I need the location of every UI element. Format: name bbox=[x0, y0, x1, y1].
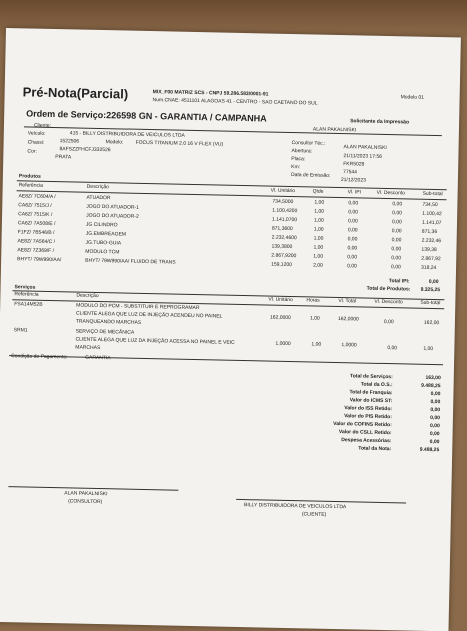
total-products-label: Total de Produtos: bbox=[366, 285, 411, 293]
cell-discount: 0,00 bbox=[392, 201, 403, 208]
total-value: 0,00 bbox=[430, 398, 441, 406]
col-unit: Vl. Unitário bbox=[270, 187, 296, 195]
cell-discount: 0,00 bbox=[391, 246, 402, 253]
emission-label: Data de Emissão: bbox=[290, 172, 331, 179]
cell-desc: JG.EMBREAGEM bbox=[85, 230, 127, 238]
total-value: 0,00 bbox=[429, 422, 440, 430]
consultant-label: Consultor Téc.: bbox=[291, 140, 326, 147]
cell-subtotal: 139,38 bbox=[421, 246, 437, 254]
col-discount: Vl. Desconto bbox=[374, 298, 403, 306]
cell-desc: MODULO TCM bbox=[85, 248, 120, 256]
cell-subtotal: 734,50 bbox=[422, 201, 438, 209]
cell-qty: 1,00 bbox=[313, 253, 324, 260]
opening-value: 21/11/2023 17:56 bbox=[343, 153, 383, 160]
services-section-title: Serviços bbox=[14, 284, 36, 291]
client-label: Cliente: bbox=[33, 122, 51, 129]
cell-qty: 1,00 bbox=[314, 199, 325, 206]
client-value: 415 - BILLY DISTRIBUIDORA DE VEICULOS LTDA bbox=[69, 130, 185, 139]
total-label: Despesa Acessórias: bbox=[341, 437, 392, 445]
cell-unit: 1.141,0700 bbox=[271, 216, 298, 224]
cell-unit: 2.232,4600 bbox=[271, 234, 297, 242]
total-label: Valor do CSLL Retido: bbox=[338, 429, 392, 437]
service-1-desc-2: CLIENTE ALEGA QUE LUZ DE INJEÇÃO ACENDEU NO PAINEL bbox=[75, 310, 223, 320]
cell-discount: 0,00 bbox=[392, 210, 403, 217]
col-ref: Referência bbox=[18, 182, 43, 189]
cell-unit: 734,5000 bbox=[272, 198, 294, 206]
cell-ref: AE8Z/ 7A564/C / bbox=[17, 238, 56, 246]
service-2-total: 1,0000 bbox=[341, 342, 357, 349]
products-section-title: Produtos bbox=[18, 173, 41, 180]
total-label: Valor do ISS Retido: bbox=[344, 405, 393, 413]
pre-nota-document bbox=[0, 28, 461, 631]
total-value: 0,00 bbox=[429, 430, 440, 438]
cell-ref: CA6Z/ 7515/J / bbox=[18, 202, 52, 209]
service-1-desc-3: TRANQUEANDO MARCHAS bbox=[75, 318, 142, 326]
cell-qty: 1,00 bbox=[313, 226, 324, 233]
service-2-hours: 1,00 bbox=[311, 341, 322, 348]
document-title: Pré-Nota(Parcial) bbox=[22, 84, 129, 102]
divider bbox=[9, 355, 443, 365]
cell-unit: 2.867,9200 bbox=[271, 252, 297, 260]
cell-ref: AE8Z/ 7C604/A / bbox=[18, 193, 56, 201]
chassis-value: 8AFSZZFHCFJ332526 bbox=[59, 146, 111, 154]
cell-ref: BHYT/ 79W990/AA/ bbox=[17, 256, 62, 264]
payment-condition-label: Condição de Pagamento: bbox=[11, 353, 68, 361]
cell-ipi: 0,00 bbox=[347, 245, 358, 252]
cell-desc: JOGO DO ATUADOR-2 bbox=[86, 212, 139, 220]
col-qty: Qtde bbox=[312, 188, 324, 195]
total-ipi-value: 0,00 bbox=[428, 278, 439, 286]
service-1-unit: 162,0000 bbox=[269, 314, 291, 322]
color-value: PRATA bbox=[55, 154, 72, 161]
cell-desc: ATUADOR bbox=[86, 194, 111, 202]
total-value: 163,00 bbox=[425, 374, 441, 382]
plate-value: FKR5028 bbox=[343, 161, 365, 168]
cell-qty: 2,00 bbox=[313, 262, 323, 269]
cell-desc: JG.TUBO-GUIA bbox=[85, 239, 122, 247]
col-subtotal: Sub-total bbox=[422, 190, 443, 198]
cell-ref: F1FZ/ 7B546/B / bbox=[17, 229, 55, 237]
cell-discount: 0,00 bbox=[391, 255, 402, 262]
cell-unit: 159,1200 bbox=[271, 261, 293, 269]
total-value: 0,00 bbox=[430, 406, 441, 414]
vehicle-label: Veículo: bbox=[27, 130, 46, 137]
cell-ipi: 0,00 bbox=[347, 218, 358, 225]
cell-qty: 1,00 bbox=[314, 208, 325, 215]
cell-ipi: 0,00 bbox=[348, 200, 359, 207]
cell-ipi: 0,00 bbox=[347, 254, 358, 261]
cell-unit: 871,3600 bbox=[271, 225, 293, 233]
col-desc: Descrição bbox=[76, 292, 99, 299]
cell-desc: JOGO DO ATUADOR-1 bbox=[86, 203, 140, 211]
cell-ipi: 0,00 bbox=[348, 209, 359, 216]
model-value: FOCUS TITANIUM 2.0 16 V FLEX (VU) bbox=[135, 139, 224, 148]
service-1-ref: FSA14M52B bbox=[14, 301, 43, 308]
cell-desc: BHYT/ 79W990/AA/ FLUIDO DE TRANS bbox=[85, 257, 176, 266]
service-2-desc-1: SERVIÇO DE MECÂNICA bbox=[75, 328, 135, 336]
cell-subtotal: 2.232,46 bbox=[421, 237, 442, 245]
service-2-desc-2: CLIENTE ALEGA QUE LUZ DA INJEÇÃO ACESSA NO PAINEL E VEIC bbox=[75, 336, 235, 346]
cell-discount: 0,00 bbox=[391, 228, 402, 235]
cell-ref: AE8Z/ 7Z369/F / bbox=[17, 247, 55, 255]
total-label: Total de Serviços: bbox=[350, 373, 393, 381]
total-label: Valor do COFINS Retido: bbox=[333, 420, 392, 429]
payment-condition-value: GARANTIA bbox=[85, 354, 111, 362]
cell-desc: JG CILINDRO bbox=[85, 221, 118, 229]
total-label: Total da Nota: bbox=[358, 445, 392, 453]
cell-ipi: 0,00 bbox=[347, 263, 357, 270]
col-discount: Vl. Desconto bbox=[376, 189, 406, 197]
emission-value: 21/12/2023 bbox=[340, 177, 366, 184]
request-label: Solicitante da Impressão bbox=[350, 118, 410, 126]
client-signature-name: BILLY DISTRIBUIDORA DE VEICULOS LTDA bbox=[243, 502, 347, 511]
cell-subtotal: 1.100,42 bbox=[422, 210, 442, 218]
col-desc: Descrição bbox=[86, 183, 109, 191]
col-total: Vl. Total bbox=[338, 298, 357, 305]
company-line-1: MIX_F00 MATRIZ SCS - CNPJ 59.286.583/0001-91 bbox=[152, 89, 269, 98]
cell-ipi: 0,00 bbox=[347, 236, 358, 243]
cell-qty: 1,00 bbox=[313, 244, 324, 251]
service-1-hours: 1,00 bbox=[309, 315, 320, 322]
cell-discount: 0,00 bbox=[391, 237, 402, 244]
consultant-signature-name: ALAN PAKALNISKI bbox=[64, 490, 108, 498]
company-line-2: Num.CNAE: 4511101 ALAGOAS 41 - CENTRO - SAO CAETANO DO SUL bbox=[152, 97, 318, 107]
requester-name: ALAN PAKALNISKI bbox=[312, 126, 357, 134]
total-value: 0,00 bbox=[429, 438, 440, 446]
cell-subtotal: 871,36 bbox=[421, 228, 438, 236]
total-ipi-label: Total IPI: bbox=[388, 278, 410, 285]
km-value: 77544 bbox=[342, 169, 358, 176]
color-label: Cor: bbox=[27, 148, 37, 155]
total-products-value: 9.325,25 bbox=[420, 286, 441, 294]
service-2-subtotal: 1,00 bbox=[423, 345, 434, 353]
service-2-unit: 1,0000 bbox=[275, 340, 291, 348]
plate-label: Placa: bbox=[291, 156, 306, 163]
total-label: Valor do ICMS ST: bbox=[349, 397, 393, 405]
cell-discount: 0,00 bbox=[391, 264, 401, 271]
corner-mark: Modelo 01 bbox=[400, 94, 425, 101]
total-value: 0,00 bbox=[430, 390, 441, 398]
service-1-desc-1: MODULO DO PCM - SUBSTITUIR E REPROGRAMAR bbox=[76, 302, 200, 312]
consultant-signature-role: (CONSULTOR) bbox=[68, 498, 103, 506]
chassis-label: Chassi: bbox=[27, 139, 45, 146]
total-label: Total de Franquia: bbox=[349, 389, 393, 397]
service-1-subtotal: 162,00 bbox=[423, 319, 440, 327]
cell-discount: 0,00 bbox=[391, 219, 402, 226]
service-2-ref: SRM1 bbox=[13, 327, 28, 334]
cell-qty: 1,00 bbox=[313, 217, 324, 224]
total-label: Total da O.S.: bbox=[360, 381, 393, 389]
service-2-discount: 0,00 bbox=[387, 345, 398, 352]
client-signature-role: (CLIENTE) bbox=[301, 511, 327, 518]
total-value: 9.488,25 bbox=[419, 446, 440, 454]
service-1-discount: 0,00 bbox=[383, 318, 394, 326]
service-order-line: Ordem de Serviço:226598 GN - GARANTIA / CAMPANHA bbox=[26, 108, 267, 124]
cell-ipi: 0,00 bbox=[347, 227, 358, 234]
vehicle-value: 1522506 bbox=[59, 138, 80, 145]
cell-ref: CA6Z/ 7A508/E / bbox=[17, 220, 56, 228]
service-1-total: 162,0000 bbox=[337, 316, 359, 323]
cell-unit: 1.100,4200 bbox=[272, 207, 298, 215]
total-value: 9.488,25 bbox=[421, 382, 441, 390]
consultant-value: ALAN PAKALNISKI bbox=[343, 144, 387, 152]
col-unit: Vl. Unitário bbox=[268, 296, 293, 304]
total-label: Valor do PIS Retido: bbox=[344, 413, 392, 421]
col-ipi: Vl. IPI bbox=[347, 189, 362, 196]
km-label: Km: bbox=[291, 164, 301, 171]
model-label: Modelo: bbox=[105, 139, 124, 146]
total-value: 0,00 bbox=[430, 414, 440, 422]
cell-ref: CA6Z/ 7515/K / bbox=[18, 211, 53, 219]
col-hours: Horas bbox=[306, 297, 320, 304]
cell-qty: 1,00 bbox=[313, 235, 324, 242]
col-ref: Referência bbox=[14, 291, 39, 298]
opening-label: Abertura: bbox=[291, 148, 313, 155]
cell-subtotal: 2.867,92 bbox=[421, 255, 441, 263]
cell-unit: 139,3800 bbox=[271, 243, 293, 251]
cell-subtotal: 318,24 bbox=[421, 264, 437, 272]
cell-subtotal: 1.141,07 bbox=[421, 219, 442, 227]
col-subtotal: Sub-total bbox=[420, 299, 441, 307]
service-2-desc-3: MARCHAS bbox=[75, 344, 101, 352]
